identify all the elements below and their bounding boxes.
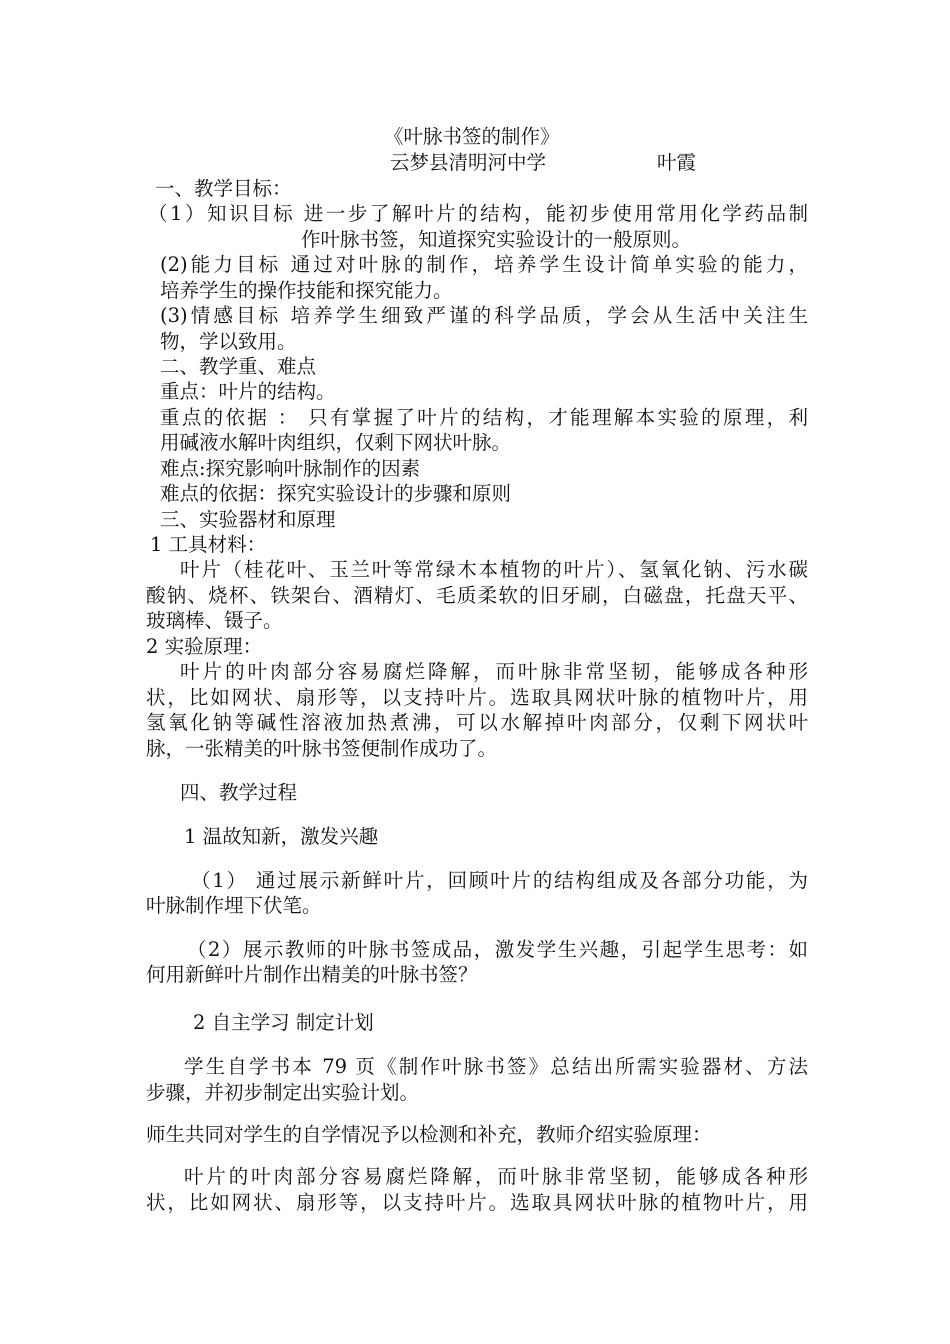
- difficulty: 难点:探究影响叶脉制作的因素: [160, 457, 421, 480]
- self-study-line-2: 步骤，并初步制定出实验计划。: [146, 1081, 420, 1104]
- principle-heading: 2 实验原理：: [146, 635, 263, 658]
- section-heading-process: 四、教学过程: [180, 781, 298, 804]
- materials-line-3: 玻璃棒、镊子。: [146, 609, 283, 632]
- doc-title: 《叶脉书签的制作》: [384, 125, 560, 148]
- goal-emotion-line-1: (3)情感目标 培养学生细致严谨的科学品质，学会从生活中关注生: [160, 304, 808, 327]
- self-study-line-1: 学生自学书本 79 页《制作叶脉书签》总结出所需实验器材、方法: [184, 1055, 808, 1078]
- key-point: 重点：叶片的结构。: [160, 380, 336, 403]
- goal-knowledge-line-2: 作叶脉书签，知道探究实验设计的一般原则。: [301, 228, 692, 251]
- step1-b-line-2: 何用新鲜叶片制作出精美的叶脉书签？: [146, 963, 478, 986]
- materials-line-1: 叶片（桂花叶、玉兰叶等常绿木本植物的叶片）、氢氧化钠、污水碳: [180, 558, 808, 581]
- goal-ability-line-1: (2)能力目标 通过对叶脉的制作，培养学生设计简单实验的能力，: [160, 253, 808, 276]
- section-heading-materials: 三、实验器材和原理: [160, 508, 336, 531]
- difficulty-basis: 难点的依据：探究实验设计的步骤和原则: [160, 482, 512, 505]
- section-heading-goals: 一、教学目标：: [155, 177, 292, 200]
- materials-heading: 1 工具材料：: [150, 533, 267, 556]
- step1-b-line-1: （2）展示教师的叶脉书签成品，激发学生兴趣，引起学生思考：如: [187, 938, 808, 961]
- goal-emotion-line-2: 物，学以致用。: [160, 330, 297, 353]
- step2-heading: 2 自主学习 制定计划: [193, 1011, 374, 1034]
- check-line: 师生共同对学生的自学情况予以检测和补充，教师介绍实验原理：: [146, 1123, 712, 1146]
- author-name: 叶霞: [657, 151, 697, 174]
- school-name: 云梦县清明河中学: [390, 151, 547, 174]
- key-basis-line-2: 用碱液水解叶肉组织，仅剩下网状叶脉。: [160, 431, 512, 454]
- key-basis-line-1: 重点的依据 ： 只有掌握了叶片的结构，才能理解本实验的原理，利: [160, 406, 808, 429]
- step1-a-line-2: 叶脉制作埋下伏笔。: [146, 894, 322, 917]
- step1-heading: 1 温故知新，激发兴趣: [184, 825, 379, 848]
- materials-line-2: 酸钠、烧杯、铁架台、酒精灯、毛质柔软的旧牙刷，白磁盘，托盘天平、: [146, 584, 808, 607]
- principle-line-2: 状，比如网状、扇形等，以支持叶片。选取具网状叶脉的植物叶片，用: [146, 686, 808, 709]
- principle2-line-2: 状，比如网状、扇形等，以支持叶片。选取具网状叶脉的植物叶片，用: [146, 1191, 808, 1214]
- principle2-line-1: 叶片的叶肉部分容易腐烂降解，而叶脉非常坚韧，能够成各种形: [184, 1165, 808, 1188]
- step1-a-line-1: （1） 通过展示新鲜叶片，回顾叶片的结构组成及各部分功能，为: [191, 869, 808, 892]
- principle-line-4: 脉，一张精美的叶脉书签便制作成功了。: [146, 737, 498, 760]
- section-heading-key-points: 二、教学重、难点: [160, 355, 317, 378]
- goal-ability-line-2: 培养学生的操作技能和探究能力。: [160, 279, 453, 302]
- principle-line-3: 氢氧化钠等碱性溶液加热煮沸，可以水解掉叶肉部分，仅剩下网状叶: [146, 711, 808, 734]
- principle-line-1: 叶片的叶肉部分容易腐烂降解，而叶脉非常坚韧，能够成各种形: [180, 660, 808, 683]
- goal-knowledge-line-1: （1）知识目标 进一步了解叶片的结构，能初步使用常用化学药品制: [148, 202, 808, 225]
